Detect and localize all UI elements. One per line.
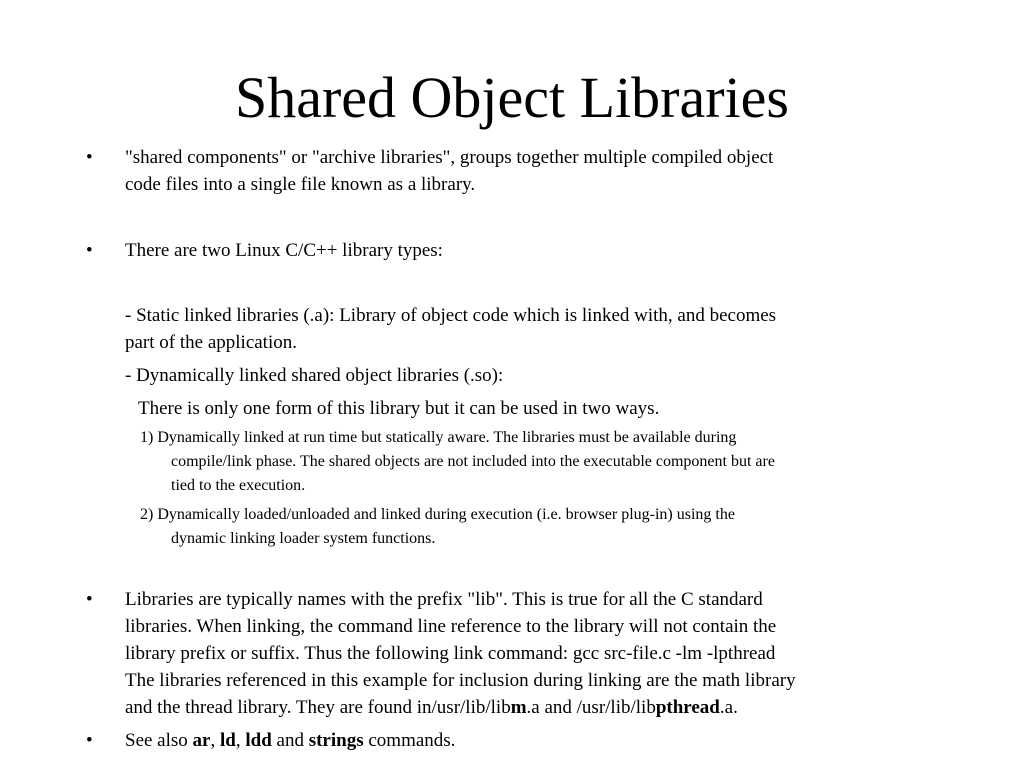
- usage-1-line-2: compile/link phase. The shared objects are not included into the executable component but are: [171, 453, 775, 470]
- bullet-3-line-2: libraries. When linking, the command line reference to the library will not contain the: [125, 616, 777, 637]
- pthread-lib-name: pthread: [655, 697, 720, 718]
- math-lib-name: m: [510, 697, 527, 718]
- usage-1-line-3: tied to the execution.: [171, 477, 306, 494]
- bullet-1-line-2: code files into a single file known as a library.: [125, 174, 476, 195]
- command-ar: ar: [192, 730, 211, 751]
- bullet-4-text: [125, 727, 455, 754]
- bullet-1-line-1: "shared components" or "archive libraries", groups together multiple compiled object: [125, 147, 774, 168]
- and-text: and: [271, 730, 309, 751]
- bullet-3-line-5-part-a: and the thread library. They are found in/usr/lib/lib: [125, 697, 511, 718]
- static-libraries-line-1: - Static linked libraries (.a): Library of object code which is linked with, and becomes: [125, 305, 777, 326]
- bullet-marker: •: [86, 730, 93, 751]
- usage-1-line-1: 1) Dynamically linked at run time but statically aware. The libraries must be available during: [140, 429, 737, 446]
- command-strings: strings: [308, 730, 364, 751]
- bullet-3-line-4: The libraries referenced in this example for inclusion during linking are the math library: [125, 670, 796, 691]
- commands-suffix: commands.: [363, 730, 456, 751]
- see-also-prefix: See also: [125, 730, 193, 751]
- bullet-marker: •: [86, 147, 93, 168]
- separator: ,: [210, 730, 220, 751]
- dynamic-libraries-line-1: - Dynamically linked shared object libraries (.so):: [125, 365, 504, 386]
- bullet-3-line-3: library prefix or suffix. Thus the following link command: gcc src-file.c -lm -lpthread: [125, 643, 776, 664]
- separator: ,: [235, 730, 246, 751]
- slide-title: Shared Object Libraries: [234, 65, 789, 130]
- usage-2-line-2: dynamic linking loader system functions.: [171, 530, 436, 547]
- usage-2-line-1: 2) Dynamically loaded/unloaded and linked during execution (i.e. browser plug-in) using the: [140, 506, 735, 523]
- command-ldd: ldd: [245, 730, 272, 751]
- bullet-3-line-5-part-e: .a.: [719, 697, 738, 718]
- bullet-3-line-5-part-c: .a and /usr/lib/lib: [526, 697, 656, 718]
- command-ld: ld: [219, 730, 236, 751]
- bullet-marker: •: [86, 240, 93, 261]
- bullet-3-line-1: Libraries are typically names with the prefix "lib". This is true for all the C standard: [125, 589, 763, 610]
- bullet-3-line-5: [125, 694, 738, 721]
- dynamic-libraries-line-2: There is only one form of this library but it can be used in two ways.: [138, 398, 660, 419]
- static-libraries-line-2: part of the application.: [125, 332, 297, 353]
- bullet-marker: •: [86, 589, 93, 610]
- bullet-2-text: There are two Linux C/C++ library types:: [125, 240, 443, 261]
